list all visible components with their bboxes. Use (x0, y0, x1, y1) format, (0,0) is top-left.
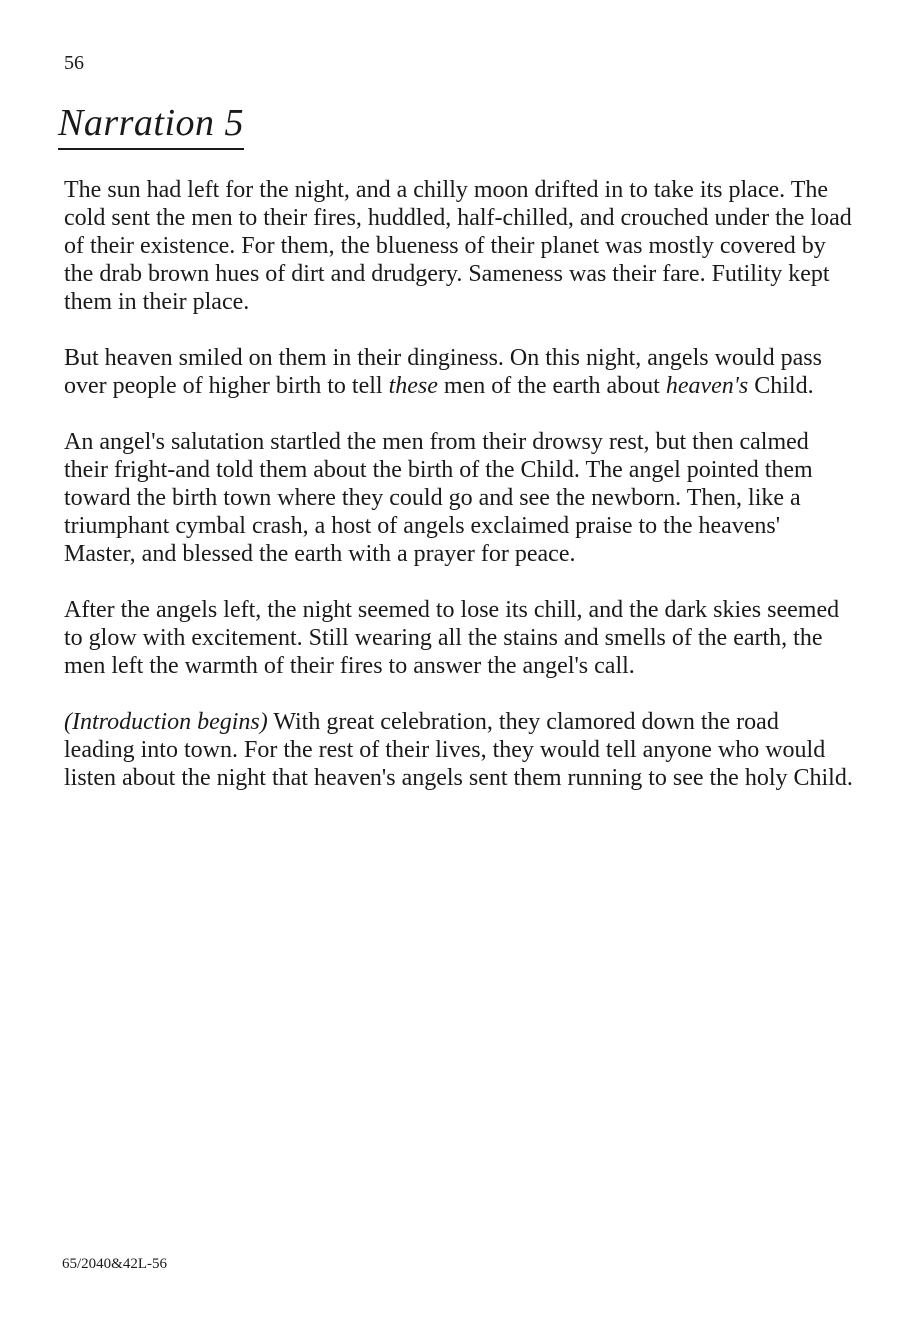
paragraph-2-text-a: But heaven smiled on them in their dinginess. On this night, angels would pass over people of higher birth to tell (64, 345, 822, 399)
page-number: 56 (64, 52, 84, 74)
emphasis-heavens: heaven's (665, 373, 749, 399)
stage-direction: (Introduction begins) (64, 709, 268, 735)
paragraph-5 (64, 708, 854, 792)
paragraph-3: An angel's salutation startled the men from their drowsy rest, but then calmed their fright-and told them about the birth of the Child. The angel pointed them toward the birth town where they could go and see the newborn. Then, like a triumphant cymbal crash, a host of angels exclaimed praise to the heavens' Master, and blessed the earth with a prayer for peace. (64, 429, 813, 567)
narration-body (64, 176, 854, 820)
paragraph-4: After the angels left, the night seemed to lose its chill, and the dark skies seemed to glow with excitement. Still wearing all the stains and smells of the earth, the men left the warmth of their fires to answer the angel's call. (64, 597, 840, 679)
paragraph-1: The sun had left for the night, and a chilly moon drifted in to take its place. The cold sent the men to their fires, huddled, half-chilled, and crouched under the load of their existence. For them, the blueness of their planet was mostly covered by the drab brown hues of dirt and drudgery. Sameness was their fare. Futility kept them in their place. (64, 177, 852, 315)
paragraph-5-text: With great celebration, they clamored down the road leading into town. For the rest of their lives, they would tell anyone who would listen about the night that heaven's angels sent them running to see the holy Child. (64, 709, 853, 791)
page-title: Narration 5 (58, 104, 244, 150)
paragraph-2 (64, 344, 854, 400)
footer-code: 65/2040&42L-56 (62, 1256, 167, 1272)
emphasis-these: these (388, 373, 438, 399)
paragraph-2-text-b: men of the earth about (437, 373, 666, 399)
paragraph-2-text-c: Child. (748, 373, 814, 399)
